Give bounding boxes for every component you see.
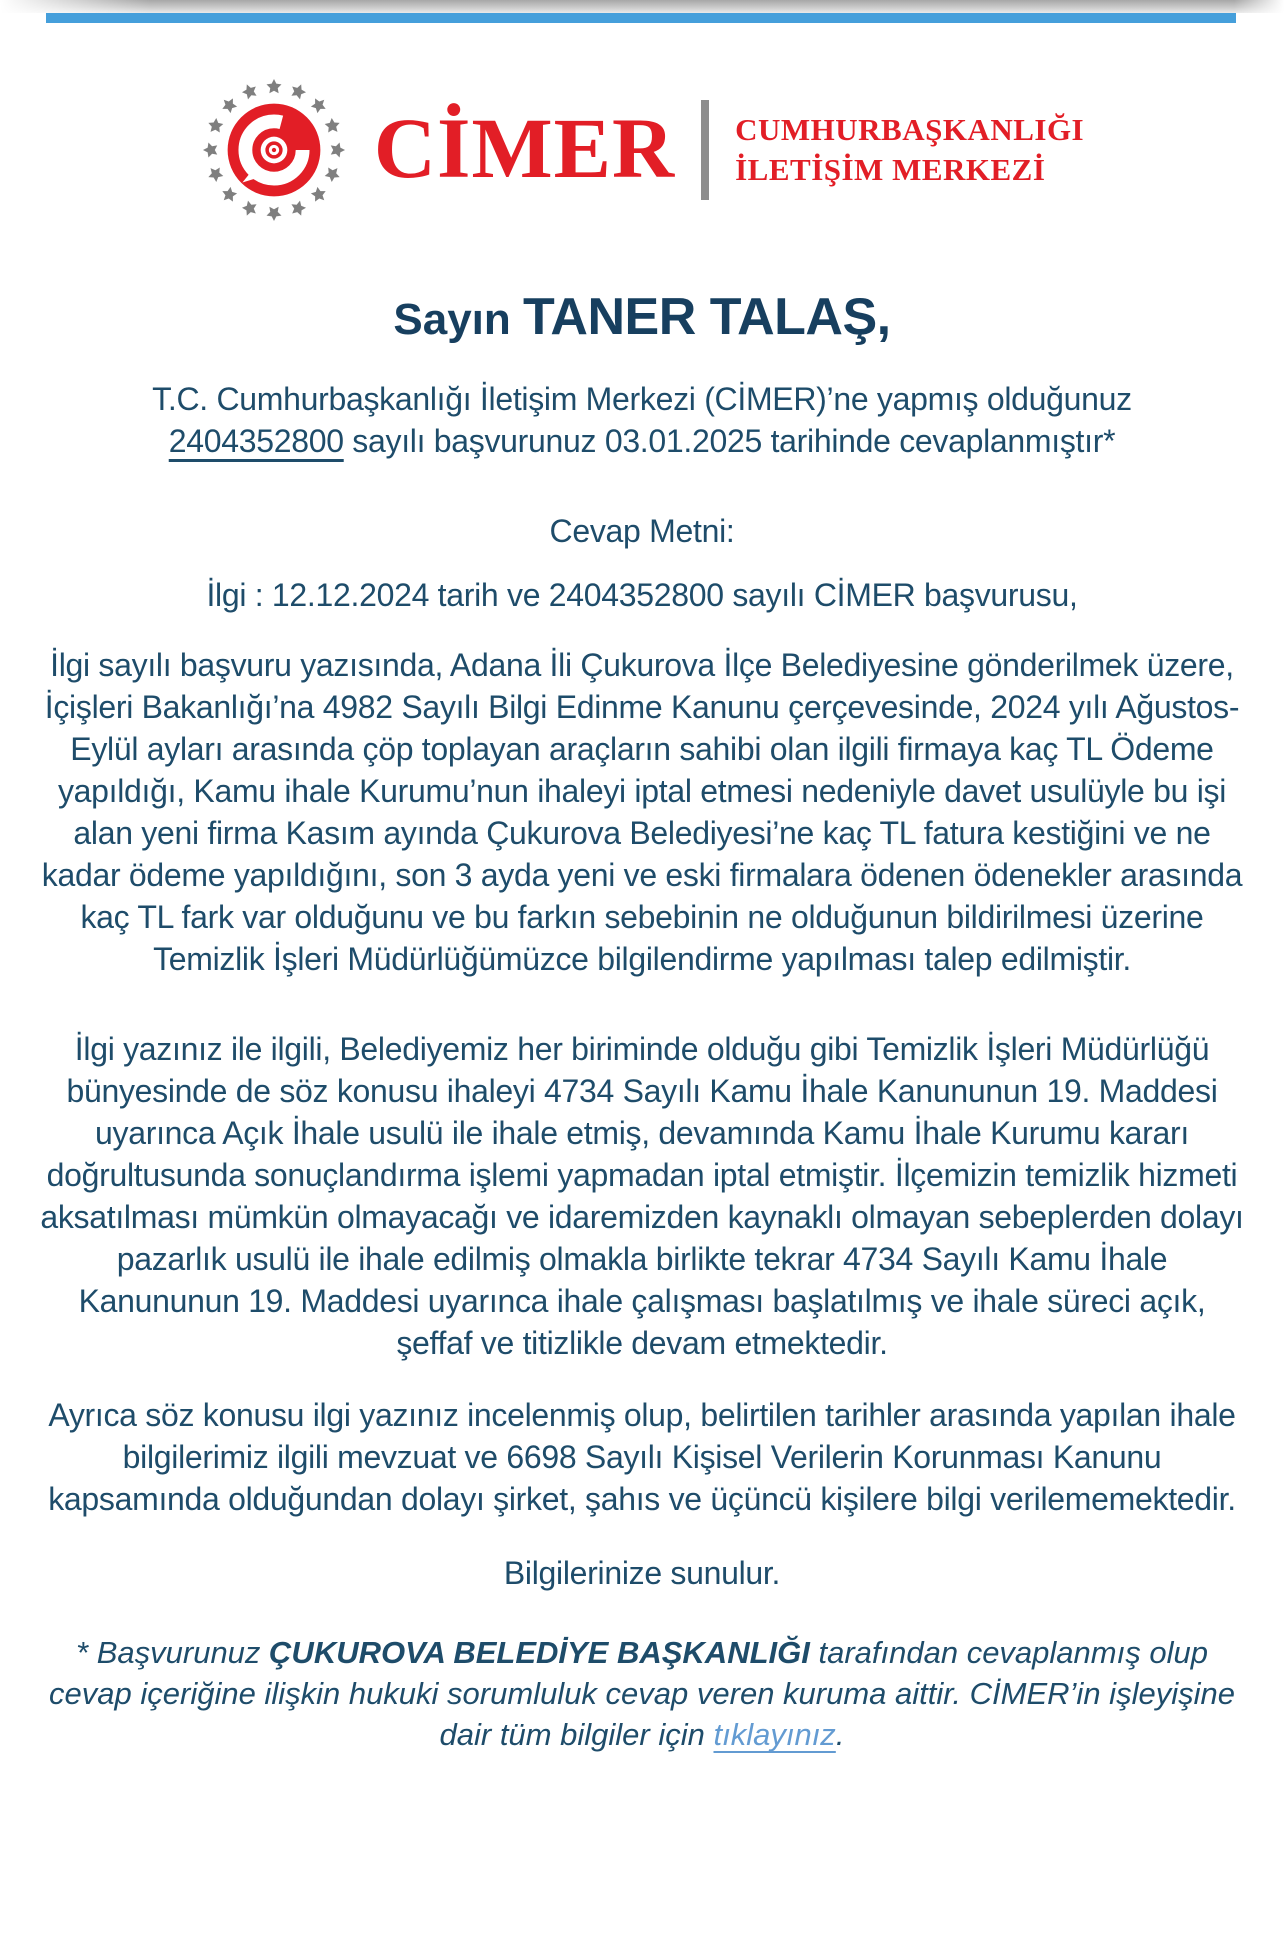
recipient-name: TANER TALAŞ, [523, 288, 891, 346]
reference-line: İlgi : 12.12.2024 tarih ve 2404352800 sayılı CİMER başvurusu, [206, 577, 1078, 613]
logo-org-line2: İLETİŞİM MERKEZİ [735, 152, 1046, 187]
body-paragraph-request: İlgi sayılı başvuru yazısında, Adana İli Çukurova İlçe Belediyesine gönderilmek üzere, İçişleri Bakanlığı’na 4982 Sayılı Bilgi Edinme Kanunu çerçevesinde, 2024 yılı Ağustos-Eylül ayları arasında çöp toplayan araçların sahibi olan ilgili firmaya kaç TL Ödeme yapıldığı, Kamu ihale Kurumu’nun ihaleyi iptal etmesi nedeniyle davet usulüyle bu işi alan yeni firma Kasım ayında Çukurova Belediyesi’ne kaç TL fatura kestiğini ve ne kadar ödeme yapıldığını, son 3 ayda yeni ve eski firmalara ödenen ödenekler arasında kaç TL fark var olduğunu ve bu farkın sebebinin ne olduğunun bildirilmesi üzerine Temizlik İşleri Müdürlüğümüzce bilgilendirme yapılması talep edilmiştir. [41, 647, 1243, 977]
cimer-wordmark: CİMER [373, 100, 676, 196]
logo-divider [701, 100, 709, 200]
top-accent-bar [46, 13, 1236, 23]
body-paragraph-reply: İlgi yazınız ile ilgili, Belediyemiz her biriminde olduğu gibi Temizlik İşleri Müdürlüğü bünyesinde de söz konusu ihaleyi 4734 Sayılı Kamu İhale Kanununun 19. Maddesi uyarınca Açık İhale usulü ile ihale etmiş, devamında Kamu İhale Kurumu kararı doğrultusunda sonuçlandırma işlemi yapmadan iptal etmiştir. İlçemizin temizlik hizmeti aksatılması mümkün olmayacağı ve idaremizden kaynaklı olmayan sebeplerden dolayı pazarlık usulü ile ihale edilmiş olmakla birlikte tekrar 4734 Sayılı Kamu İhale Kanununun 19. Maddesi uyarınca ihale çalışması başlatılmış ve ihale süreci açık, şeffaf ve titizlikle devam etmektedir. [40, 1031, 1244, 1361]
footnote-suffix: . [835, 1717, 845, 1752]
cimer-emblem-icon [200, 73, 348, 227]
closing-line: Bilgilerinize sunulur. [503, 1555, 781, 1591]
intro-line2: sayılı başvurunuz 03.01.2025 tarihinde cevaplanmıştır* [343, 423, 1116, 459]
intro-paragraph [40, 378, 1244, 462]
intro-line1: T.C. Cumhurbaşkanlığı İletişim Merkezi (CİMER)’ne yapmış olduğunuz [152, 381, 1132, 417]
footnote-org: ÇUKUROVA BELEDİYE BAŞKANLIĞI [269, 1635, 810, 1670]
footnote-prefix: * Başvurunuz [76, 1635, 270, 1670]
salutation-prefix: Sayın [393, 295, 523, 344]
application-number-link[interactable]: 2404352800 [168, 423, 344, 459]
footnote-link[interactable]: tıklayınız [713, 1717, 836, 1752]
logo-org-line1: CUMHURBAŞKANLIĞI [735, 112, 1085, 148]
salutation [40, 289, 1244, 348]
footnote-middle: tarafından cevaplanmış olup cevap içeriğine ilişkin hukuki sorumluluk cevap veren kuruma aittir. CİMER’in işleyişine dair tüm bilgiler için [49, 1635, 1235, 1752]
body-paragraph-privacy: Ayrıca söz konusu ilgi yazınız incelenmiş olup, belirtilen tarihler arasında yapılan ihale bilgilerimiz ilgili mevzuat ve 6698 Sayılı Kişisel Verilerin Korunması Kanunu kapsamında olduğundan dolayı şirket, şahıs ve üçüncü kişilere bilgi verilememektedir. [48, 1397, 1236, 1517]
footnote [40, 1632, 1244, 1755]
answer-label: Cevap Metni: [549, 513, 735, 549]
logo-org-name [735, 110, 1084, 189]
top-shadow [0, 0, 1284, 13]
cimer-logo [40, 73, 1244, 227]
